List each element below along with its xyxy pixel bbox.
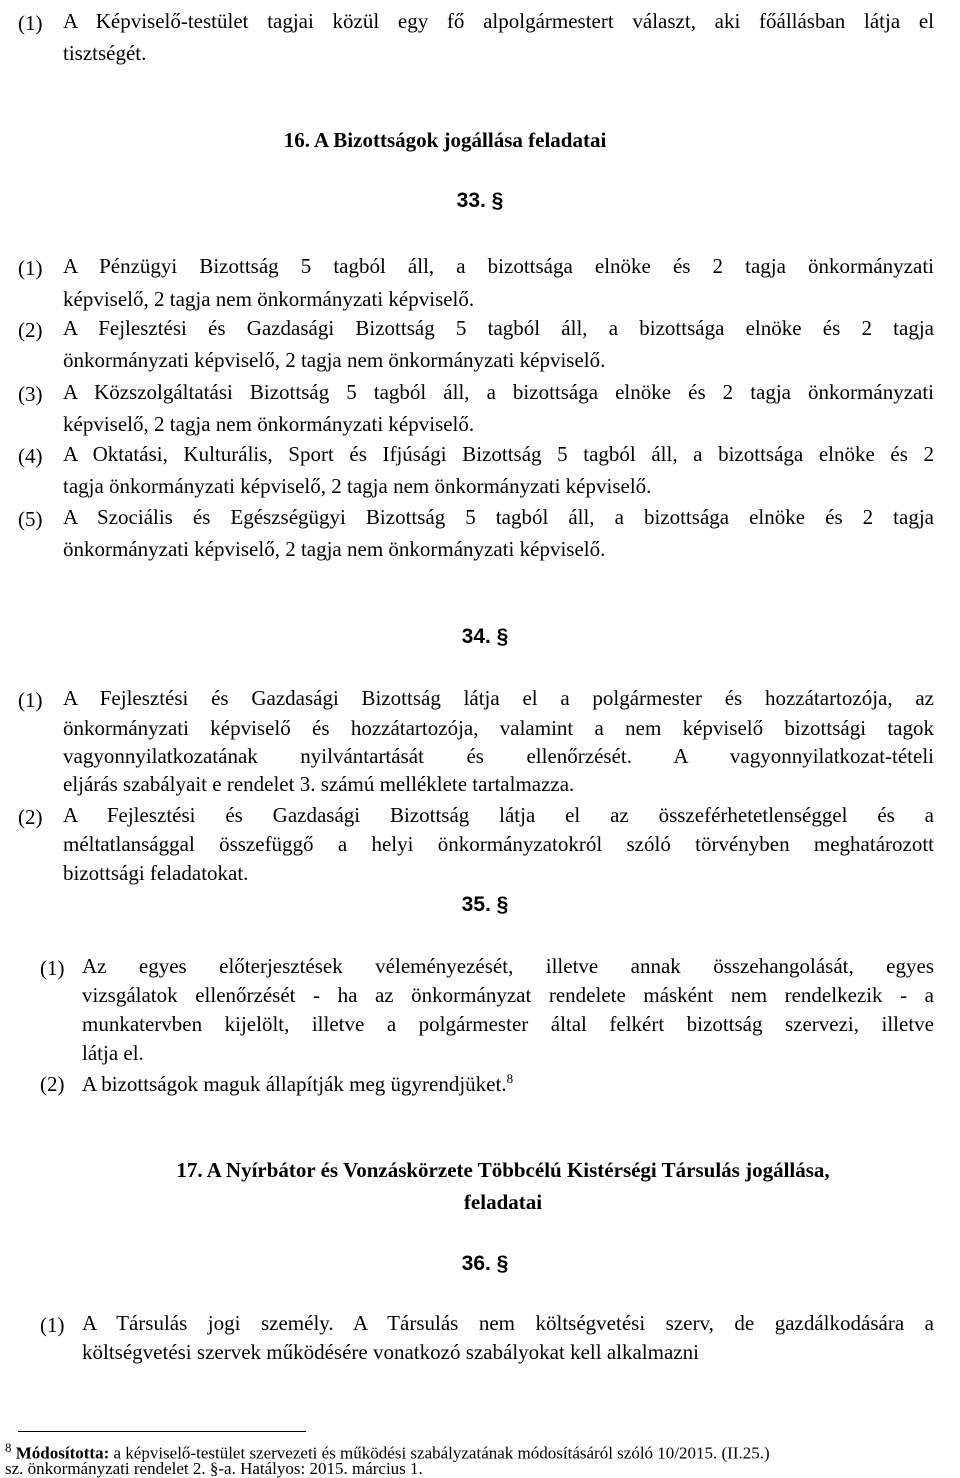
text-line: vagyonnyilatkozatának nyilvántartását és ellenőrzését. A vagyonnyilatkozat-tételi [63,744,934,768]
text-line: A Oktatási, Kulturális, Sport és Ifjúsági Bizottság 5 tagból áll, a bizottsága elnöke és 2 [63,442,934,466]
footnote-reference[interactable]: 8 [506,1071,514,1086]
footnote-text: a képviselő-testület szervezeti és működési szabályzatának módosításáról szóló 10/2015. (II.25.) [109,1443,770,1463]
text-line: A Pénzügyi Bizottság 5 tagból áll, a bizottsága elnöke és 2 tagja önkormányzati [63,254,934,278]
paragraph-heading: 34. § [461,625,509,648]
text-line: A Fejlesztési és Gazdasági Bizottság látja el a polgármester és hozzátartozója, az [63,686,934,710]
text-line: A Fejlesztési és Gazdasági Bizottság 5 tagból áll, a bizottsága elnöke és 2 tagja [63,316,934,340]
paragraph-number: (1) [40,1313,65,1337]
section-heading: feladatai [463,1190,543,1214]
paragraph-heading: 35. § [461,893,509,916]
footnote-text: sz. önkormányzati rendelet 2. §-a. Hatályos: 2015. március 1. [5,1459,423,1478]
paragraph-number: (1) [18,688,43,712]
paragraph-number: (2) [40,1072,65,1096]
text-line: önkormányzati képviselő, 2 tagja nem önkormányzati képviselő. [63,348,606,372]
text-line: képviselő, 2 tagja nem önkormányzati képviselő. [63,287,475,311]
paragraph-number: (2) [18,805,43,829]
text-line: vizsgálatok ellenőrzését - ha az önkormányzat rendelete másként nem rendelkezik - a [82,983,934,1007]
text-line: A Képviselő-testület tagjai közül egy fő alpolgármestert választ, aki főállásban látja el [63,9,934,33]
paragraph-number: (3) [18,382,43,406]
text-line: Az egyes előterjesztések véleményezését, illetve annak összehangolását, egyes [82,954,934,978]
text-line: munkatervben kijelölt, illetve a polgármester által felkért bizottság szervezi, illetve [82,1012,934,1036]
text-line: képviselő, 2 tagja nem önkormányzati képviselő. [63,412,475,436]
paragraph-number: (1) [18,256,43,280]
text-line: tisztségét. [63,41,147,65]
section-heading: 17. A Nyírbátor és Vonzáskörzete Többcélú Kistérségi Társulás jogállása, [176,1158,830,1182]
section-heading: 16. A Bizottságok jogállása feladatai [283,128,607,152]
text-line: méltatlansággal összefüggő a helyi önkormányzatokról szóló törvényben meghatározott [63,832,934,856]
text-line: tagja önkormányzati képviselő, 2 tagja nem önkormányzati képviselő. [63,474,652,498]
paragraph-heading: 33. § [456,189,504,212]
text-line: költségvetési szervek működésére vonatkozó szabályokat kell alkalmazni [82,1340,699,1364]
footnote-mark: 8 [5,1440,12,1455]
text-line: A Szociális és Egészségügyi Bizottság 5 tagból áll, a bizottsága elnöke és 2 tagja [63,505,934,529]
paragraph-number: (5) [18,507,43,531]
footnote-separator [18,1431,306,1432]
paragraph-number: (2) [18,318,43,342]
text-line: A Fejlesztési és Gazdasági Bizottság látja el az összeférhetetlenséggel és a [63,803,934,827]
text-line: önkormányzati képviselő és hozzátartozója, valamint a nem képviselő bizottsági tagok [63,716,934,740]
text-line: önkormányzati képviselő, 2 tagja nem önkormányzati képviselő. [63,537,606,561]
footnote-label: Módosította: [15,1443,110,1463]
paragraph-number: (4) [18,444,43,468]
text-line: látja el. [82,1041,144,1065]
text-line: A Közszolgáltatási Bizottság 5 tagból áll, a bizottsága elnöke és 2 tagja önkormányzati [63,380,934,404]
text-line: eljárás szabályait e rendelet 3. számú melléklete tartalmazza. [63,772,575,796]
text-line: A Társulás jogi személy. A Társulás nem költségvetési szerv, de gazdálkodására a [82,1311,934,1335]
paragraph-heading: 36. § [461,1252,509,1275]
text-line: A bizottságok maguk állapítják meg ügyrendjüket.$^8$ [82,1071,514,1096]
paragraph-number: (1) [18,11,43,35]
text-line: bizottsági feladatokat. [63,861,249,885]
paragraph-number: (1) [40,956,65,980]
